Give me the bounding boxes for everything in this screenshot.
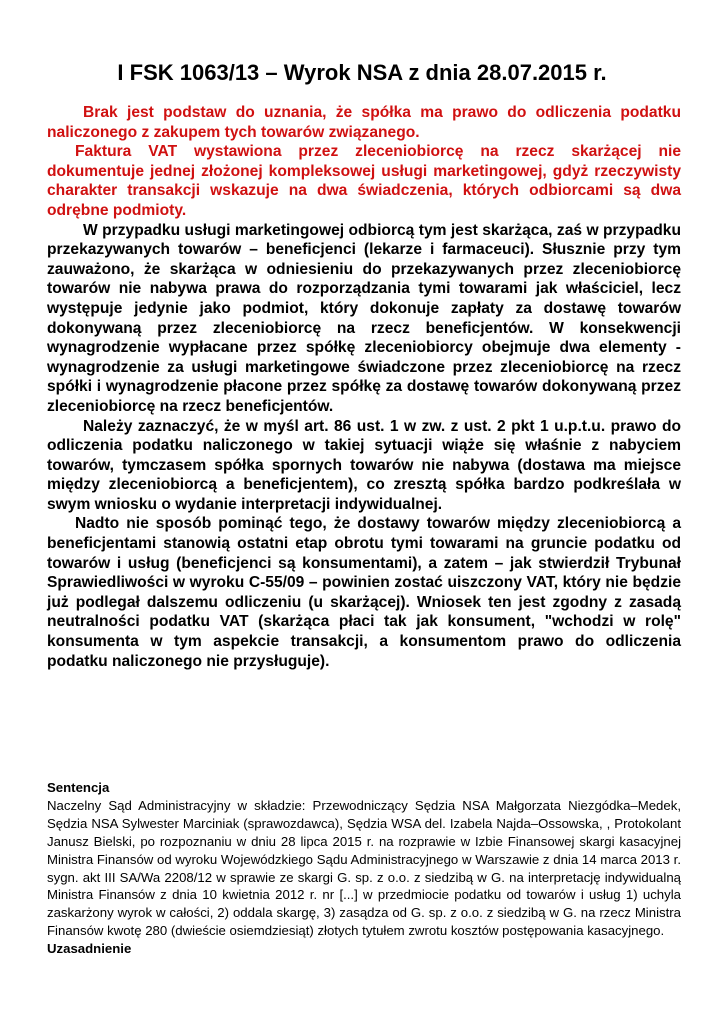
- sentencja-heading: Sentencja: [47, 780, 110, 795]
- summary-paragraph-1: Brak jest podstaw do uznania, że spółka ma prawo do odliczenia podatku naliczonego z zakupem tych towarów związanego.: [47, 104, 681, 141]
- judgment-section: [47, 779, 681, 958]
- document-title: I FSK 1063/13 – Wyrok NSA z dnia 28.07.2015 r.: [117, 60, 607, 85]
- sentencja-text: Naczelny Sąd Administracyjny w składzie: Przewodniczący Sędzia NSA Małgorzata Niezgódka–Medek, Sędzia NSA Sylwester Marciniak (sprawozdawca), Sędzia WSA del. Izabela Najda–Ossowska, , Protokolant Janusz Bielski, po rozpoznaniu w dniu 28 lipca 2015 r. na rozprawie w Izbie Finansowej skargi kasacyjnej Ministra Finansów od wyroku Wojewódzkiego Sądu Administracyjnego w Warszawie z dnia 14 marca 2013 r. sygn. akt III SA/Wa 2208/12 w sprawie ze skargi G. sp. z o.o. z siedzibą w G. na interpretację indywidualną Ministra Finansów z dnia 10 kwietnia 2012 r. nr [...] w przedmiocie podatku od towarów i usług 1) uchyla zaskarżony wyrok w całości, 2) oddala skargę, 3) zasądza od G. sp. z o.o. z siedzibą w G. na rzecz Ministra Finansów kwotę 280 (dwieście osiemdziesiąt) złotych tytułem zwrotu kosztów postępowania kasacyjnego.: [47, 797, 681, 939]
- summary-paragraph-3: W przypadku usługi marketingowej odbiorcą tym jest skarżąca, zaś w przypadku przekazywanych towarów – beneficjenci (lekarze i farmaceuci). Słusznie przy tym zauważono, że skarżąca w odniesieniu do przekazywanych przez zleceniobiorcę towarów nie nabywa prawa do rozporządzania tymi towarami jak właściciel, lecz występuje jedynie jako podmiot, który dokonuje zapłaty za dostawę towarów dokonywaną przez zleceniobiorcę na rzecz beneficjentów. W konsekwencji wynagrodzenie wypłacane przez spółkę zleceniobiorcy obejmuje dwa elementy - wynagrodzenie za usługi marketingowe świadczone przez zleceniobiorcę na rzecz spółki i wynagrodzenie płacone przez spółkę za dostawę towarów dokonywaną przez zleceniobiorcę na rzecz beneficjentów.: [47, 221, 681, 415]
- summary-body: [47, 103, 681, 671]
- summary-paragraph-4: Należy zaznaczyć, że w myśl art. 86 ust. 1 w zw. z ust. 2 pkt 1 u.p.t.u. prawo do odliczenia podatku naliczonego w takiej sytuacji wiąże się właśnie z nabyciem towarów, tymczasem spółka spornych towarów nie nabywa (dostawa ma miejsce między zleceniobiorcą a beneficjentem), co zresztą spółka bardzo podkreślała w swym wniosku o wydanie interpretacji indywidualnej.: [47, 417, 681, 513]
- uzasadnienie-heading: Uzasadnienie: [47, 941, 132, 957]
- summary-paragraph-2: Faktura VAT wystawiona przez zleceniobiorcę na rzecz skarżącej nie dokumentuje jednej złożonej kompleksowej usługi marketingowej, gdyż rzeczywisty charakter transakcji wskazuje na dwa świadczenia, których odbiorcami są dwa odrębne podmioty.: [47, 143, 681, 219]
- summary-paragraph-5: Nadto nie sposób pominąć tego, że dostawy towarów między zleceniobiorcą a beneficjentami stanowią ostatni etap obrotu tymi towarami na gruncie podatku od towarów i usług (beneficjenci są konsumentami), a zatem – jak stwierdził Trybunał Sprawiedliwości w wyroku C-55/09 – powinien zostać uiszczony VAT, który nie będzie już podlegał dalszemu odliczeniu (u skarżącej). Wniosek ten jest zgodny z zasadą neutralności podatku VAT (skarżąca płaci tak jak konsument, "wchodzi w rolę" konsumenta w tym aspekcie transakcji, a konsumentom prawo do odliczenia podatku naliczonego nie przysługuje).: [47, 515, 681, 670]
